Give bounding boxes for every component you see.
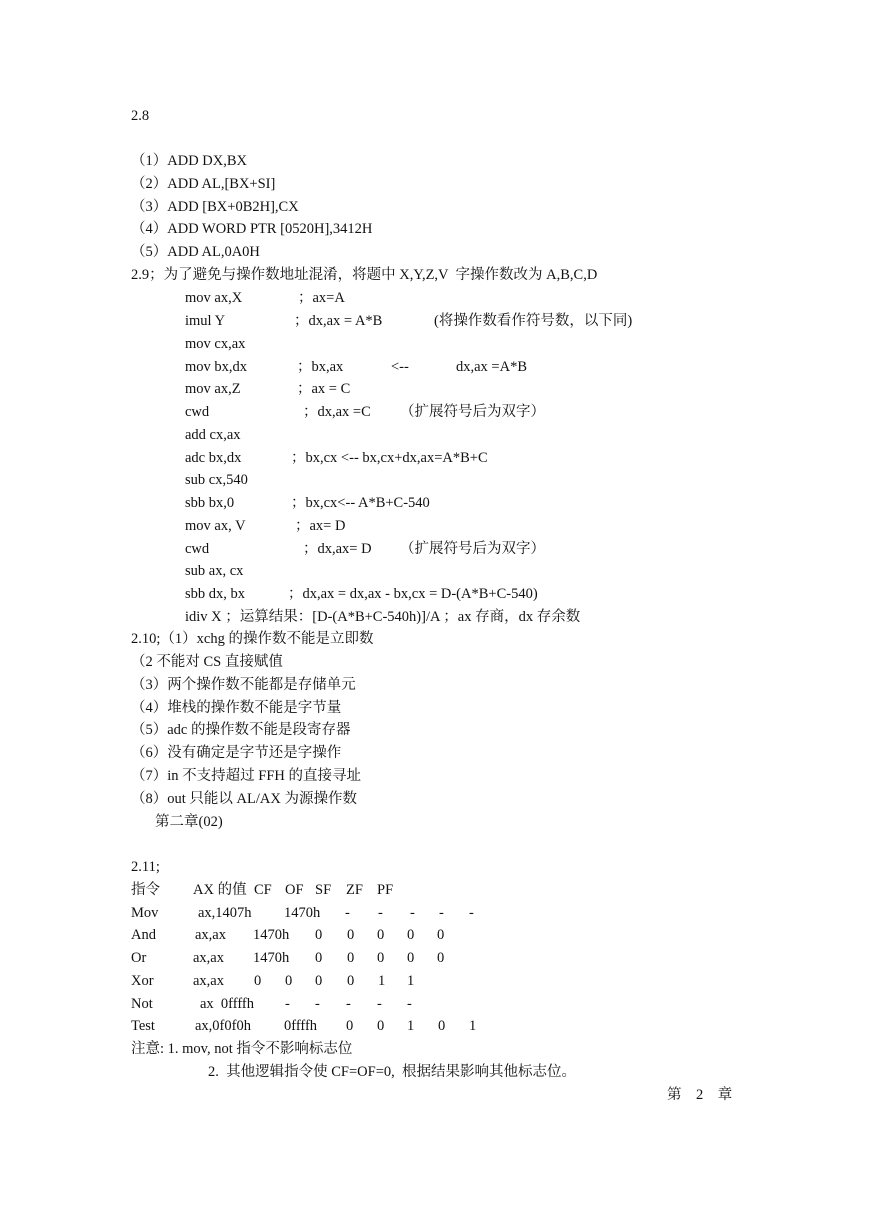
table-cell: 0 <box>315 927 323 943</box>
code-instruction: mov ax,X <box>185 290 243 306</box>
table-cell: ax,ax <box>193 950 224 966</box>
code-instruction: cwd <box>185 541 210 557</box>
code-comment: ；dx,ax = dx,ax - bx,cx = D-(A*B+C-540) <box>288 586 538 602</box>
table-cell: 1470h <box>284 905 321 921</box>
heading-2-11: 2.11; <box>131 859 160 875</box>
table-header: ZF <box>346 882 363 898</box>
code-instruction: sub cx,540 <box>185 472 248 488</box>
code-comment: ；dx,ax= D <box>303 541 372 557</box>
table-cell: 0 <box>315 973 323 989</box>
error-item: （3）两个操作数不能都是存储单元 <box>131 677 356 693</box>
code-comment: ；bx,ax <box>297 359 344 375</box>
table-cell: ax 0ffffh <box>200 996 254 1012</box>
code-instruction: cwd <box>185 404 210 420</box>
table-cell: 0 <box>437 927 445 943</box>
table-cell: ax,ax <box>195 927 226 943</box>
table-cell: 0ffffh <box>284 1018 318 1034</box>
error-item: （4）堆栈的操作数不能是字节量 <box>131 700 342 716</box>
code-instruction: sbb bx,0 <box>185 495 235 511</box>
table-cell: Not <box>131 996 153 1012</box>
table-cell: 0 <box>407 927 415 943</box>
table-cell: Xor <box>131 973 154 989</box>
table-cell: 0 <box>377 1018 385 1034</box>
table-cell: 0 <box>377 927 385 943</box>
error-item: （5）adc 的操作数不能是段寄存器 <box>131 722 351 738</box>
table-cell: 0 <box>437 950 445 966</box>
table-cell: 1 <box>469 1018 477 1034</box>
table-cell: ax,ax <box>193 973 224 989</box>
code-instruction: mov ax,Z <box>185 381 241 397</box>
table-cell: 1 <box>407 973 415 989</box>
code-note: dx,ax =A*B <box>456 359 528 375</box>
chapter-footer: 第 2 章 <box>667 1087 733 1103</box>
code-note: (将操作数看作符号数，以下同) <box>434 313 633 329</box>
code-comment: ；ax= D <box>295 518 346 534</box>
error-item: （2 不能对 CS 直接赋值 <box>131 654 283 670</box>
code-comment: ；dx,ax = A*B <box>294 313 383 329</box>
table-cell: 1 <box>378 973 386 989</box>
table-cell: - <box>377 996 382 1012</box>
table-cell: 0 <box>347 950 355 966</box>
code-instruction: imul Y <box>185 313 226 329</box>
add-item: （3）ADD [BX+0B2H],CX <box>131 199 299 215</box>
code-instruction: idiv X ；运算结果：[D-(A*B+C-540h)]/A ；ax 存商，dx 存余数 <box>185 609 581 625</box>
add-item: （1）ADD DX,BX <box>131 153 247 169</box>
table-header: SF <box>315 882 332 898</box>
code-comment: ；bx,cx <-- bx,cx+dx,ax=A*B+C <box>291 450 488 466</box>
heading-2-9: 2.9；为了避免与操作数地址混淆，将题中 X,Y,Z,V 字操作数改为 A,B,C,D <box>131 267 598 283</box>
table-cell: Test <box>131 1018 155 1034</box>
table-cell: - <box>469 905 474 921</box>
table-cell: 0 <box>346 1018 354 1034</box>
table-cell: - <box>378 905 383 921</box>
table-cell: 0 <box>254 973 262 989</box>
code-instruction: mov bx,dx <box>185 359 248 375</box>
table-cell: 0 <box>438 1018 446 1034</box>
table-header: 指令 <box>131 882 160 898</box>
table-cell: And <box>131 927 156 943</box>
add-item: （2）ADD AL,[BX+SI] <box>131 176 276 192</box>
error-item: （7）in 不支持超过 FFH 的直接寻址 <box>131 768 362 784</box>
table-cell: - <box>346 996 351 1012</box>
table-cell: 0 <box>285 973 293 989</box>
table-header: AX 的值 <box>193 882 247 898</box>
table-header: OF <box>285 882 304 898</box>
code-instruction: mov cx,ax <box>185 336 246 352</box>
table-cell: 0 <box>377 950 385 966</box>
note-2: 2. 其他逻辑指令使 CF=OF=0, 根据结果影响其他标志位。 <box>208 1064 576 1080</box>
heading-2-8: 2.8 <box>131 108 150 124</box>
code-arrow: <-- <box>391 359 409 375</box>
table-cell: - <box>410 905 415 921</box>
table-cell: 0 <box>407 950 415 966</box>
code-note: （扩展符号后为双字） <box>400 404 545 420</box>
code-instruction: adc bx,dx <box>185 450 242 466</box>
chapter-mark: 第二章(02) <box>155 814 223 830</box>
table-header: PF <box>377 882 394 898</box>
add-item: （4）ADD WORD PTR [0520H],3412H <box>131 221 373 237</box>
table-cell: - <box>285 996 290 1012</box>
table-cell: - <box>315 996 320 1012</box>
heading-2-10: 2.10;（1）xchg 的操作数不能是立即数 <box>131 631 374 647</box>
table-cell: - <box>407 996 412 1012</box>
table-cell: 1470h <box>253 950 290 966</box>
code-instruction: mov ax, V <box>185 518 246 534</box>
table-cell: Mov <box>131 905 159 921</box>
code-comment: ；dx,ax =C <box>303 404 371 420</box>
table-cell: - <box>345 905 350 921</box>
table-cell: ax,1407h <box>198 905 252 921</box>
code-instruction: sbb dx, bx <box>185 586 246 602</box>
table-cell: 0 <box>315 950 323 966</box>
table-cell: ax,0f0f0h <box>195 1018 251 1034</box>
code-note: （扩展符号后为双字） <box>400 541 545 557</box>
table-cell: Or <box>131 950 147 966</box>
table-header: CF <box>254 882 272 898</box>
note-1: 注意: 1. mov, not 指令不影响标志位 <box>131 1041 353 1057</box>
table-cell: 1470h <box>253 927 290 943</box>
add-item: （5）ADD AL,0A0H <box>131 244 260 260</box>
code-instruction: add cx,ax <box>185 427 241 443</box>
code-comment: ；ax = C <box>297 381 351 397</box>
code-instruction: sub ax, cx <box>185 563 244 579</box>
error-item: （8）out 只能以 AL/AX 为源操作数 <box>131 791 357 807</box>
table-cell: 0 <box>347 973 355 989</box>
table-cell: 0 <box>347 927 355 943</box>
code-comment: ；ax=A <box>298 290 345 306</box>
table-cell: - <box>439 905 444 921</box>
error-item: （6）没有确定是字节还是字操作 <box>131 745 342 761</box>
code-comment: ；bx,cx<-- A*B+C-540 <box>291 495 430 511</box>
table-cell: 1 <box>407 1018 415 1034</box>
